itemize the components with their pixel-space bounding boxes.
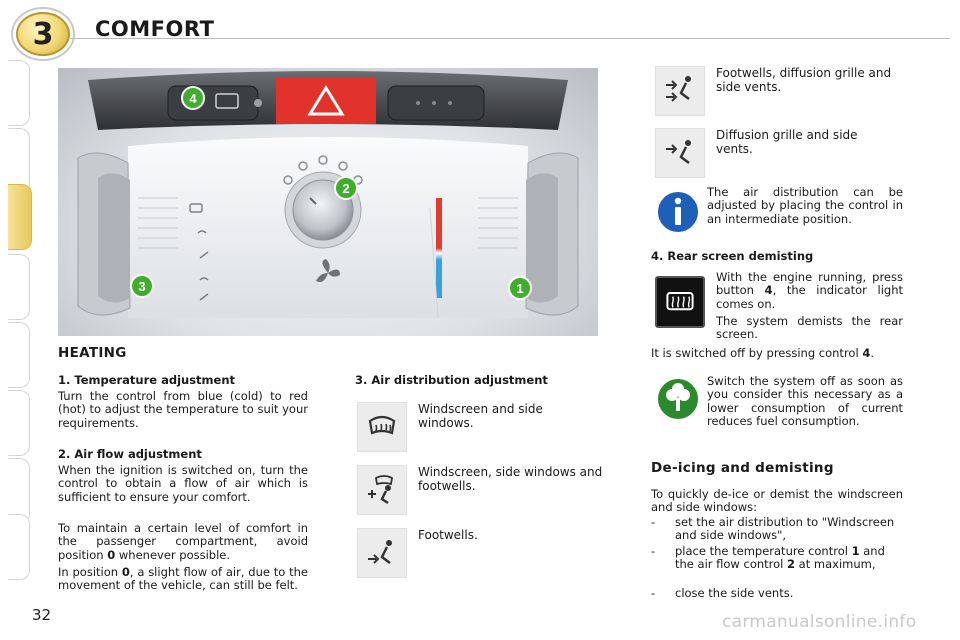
windscreen-defrost-icon (357, 402, 407, 452)
rear-off-text-end: . (870, 346, 874, 360)
chapter-tabs (8, 60, 30, 580)
deicing-heading: De-icing and demisting (651, 460, 834, 476)
rear-demist-off (651, 347, 911, 360)
footwell-vent-icon (655, 66, 705, 116)
rear-demist-p1 (716, 271, 903, 311)
watermark: carmanualsonline.info (722, 612, 917, 632)
right-item-label: Diffusion grille and side vents. (716, 128, 858, 156)
chapter-tab[interactable] (8, 390, 30, 456)
airflow-p2-text: To maintain a certain level of comfort in the passenger compartment, avoid position (58, 521, 308, 562)
right-item-label: Footwells, diffusion grille and side vents. (716, 66, 892, 94)
step-bold: 2 (787, 557, 796, 572)
chapter-tab[interactable] (8, 322, 30, 388)
deicing-step-text: close the side vents. (675, 586, 794, 600)
deicing-intro: To quickly de-ice or demist the windscreen and side windows: (651, 487, 903, 515)
deicing-step (651, 545, 907, 585)
airflow-p3 (58, 566, 308, 593)
distribution-item-label: Windscreen, side windows and footwells. (418, 465, 603, 493)
face-vent-icon (655, 128, 705, 178)
step-text-end: at maximum, (795, 557, 876, 572)
marker-2-label: 2 (342, 181, 350, 196)
rear-p1-bold: 4 (764, 283, 773, 298)
marker-3-label: 3 (138, 279, 146, 294)
step-text-mid: and the air flow control (675, 544, 885, 572)
info-note: The air distribution can be adjusted by placing the control in an intermediate position. (707, 185, 903, 226)
footwell-icon (357, 528, 407, 578)
bullet-dash: - (651, 515, 656, 529)
airflow-p2-text-end: whenever possible. (115, 547, 231, 562)
airflow-p2-bold: 0 (107, 547, 116, 562)
page-title: COMFORT (95, 17, 215, 41)
deicing-step (651, 516, 907, 544)
airflow-p1: When the ignition is switched on, turn the control to obtain a flow of air which is sufficient to ensure your comfort. (58, 463, 308, 504)
distribution-title: 3. Air distribution adjustment (355, 373, 548, 387)
eco-tree-icon (655, 376, 701, 422)
airflow-p3-bold: 0 (121, 565, 130, 579)
rear-off-text: It is switched off by pressing control (651, 346, 863, 360)
windscreen-footwell-icon (357, 465, 407, 515)
chapter-tab[interactable] (8, 254, 30, 320)
distribution-item-label: Windscreen and side windows. (418, 402, 543, 430)
deicing-step (651, 587, 907, 603)
rear-demist-title: 4. Rear screen demisting (651, 249, 814, 263)
dashboard-illustration (58, 68, 598, 336)
dashboard-photo (58, 68, 598, 336)
airflow-p3-text-end: , a slight flow of air, due to the movement of the vehicle, can still be felt. (58, 565, 309, 593)
temperature-scale (436, 198, 442, 298)
step-bold: 1 (851, 544, 860, 558)
chapter-tab[interactable] (8, 60, 30, 126)
distribution-item-label: Footwells. (418, 528, 478, 542)
rear-p1-text-end: , the indicator light comes on. (716, 283, 904, 311)
bullet-dash: - (651, 544, 656, 558)
chapter-badge (16, 12, 70, 56)
heating-heading: HEATING (58, 345, 127, 361)
deicing-step-text (675, 545, 905, 572)
airflow-p2 (58, 522, 308, 562)
step-text: place the temperature control (675, 544, 852, 558)
info-icon (655, 189, 701, 235)
temperature-text: Turn the control from blue (cold) to red (hot) to adjust the temperature to suit your requirements. (58, 389, 308, 430)
eco-note: Switch the system off as soon as you consider this necessary as a lower consumption of current reduces fuel consumption. (707, 374, 903, 428)
chapter-tab-active[interactable] (8, 184, 32, 250)
hazard-button (276, 78, 376, 124)
bullet-dash: - (651, 586, 656, 600)
chapter-tab[interactable] (8, 514, 30, 580)
marker-1-label: 1 (516, 281, 524, 296)
rear-p1-text: With the engine running, press button (716, 270, 903, 298)
temperature-title: 1. Temperature adjustment (58, 373, 236, 387)
deicing-step-text: set the air distribution to "Windscreen and side windows", (675, 515, 895, 543)
marker-4-label: 4 (189, 91, 197, 106)
rear-demist-button (655, 276, 705, 328)
rear-demist-p2: The system demists the rear screen. (716, 314, 903, 342)
airflow-p3-text: In position (58, 565, 122, 579)
rear-off-bold: 4 (862, 346, 871, 360)
rear-screen-icon (662, 284, 698, 320)
airflow-title: 2. Air flow adjustment (58, 447, 202, 461)
page-number: 32 (32, 606, 52, 624)
chapter-number: 3 (32, 16, 54, 52)
